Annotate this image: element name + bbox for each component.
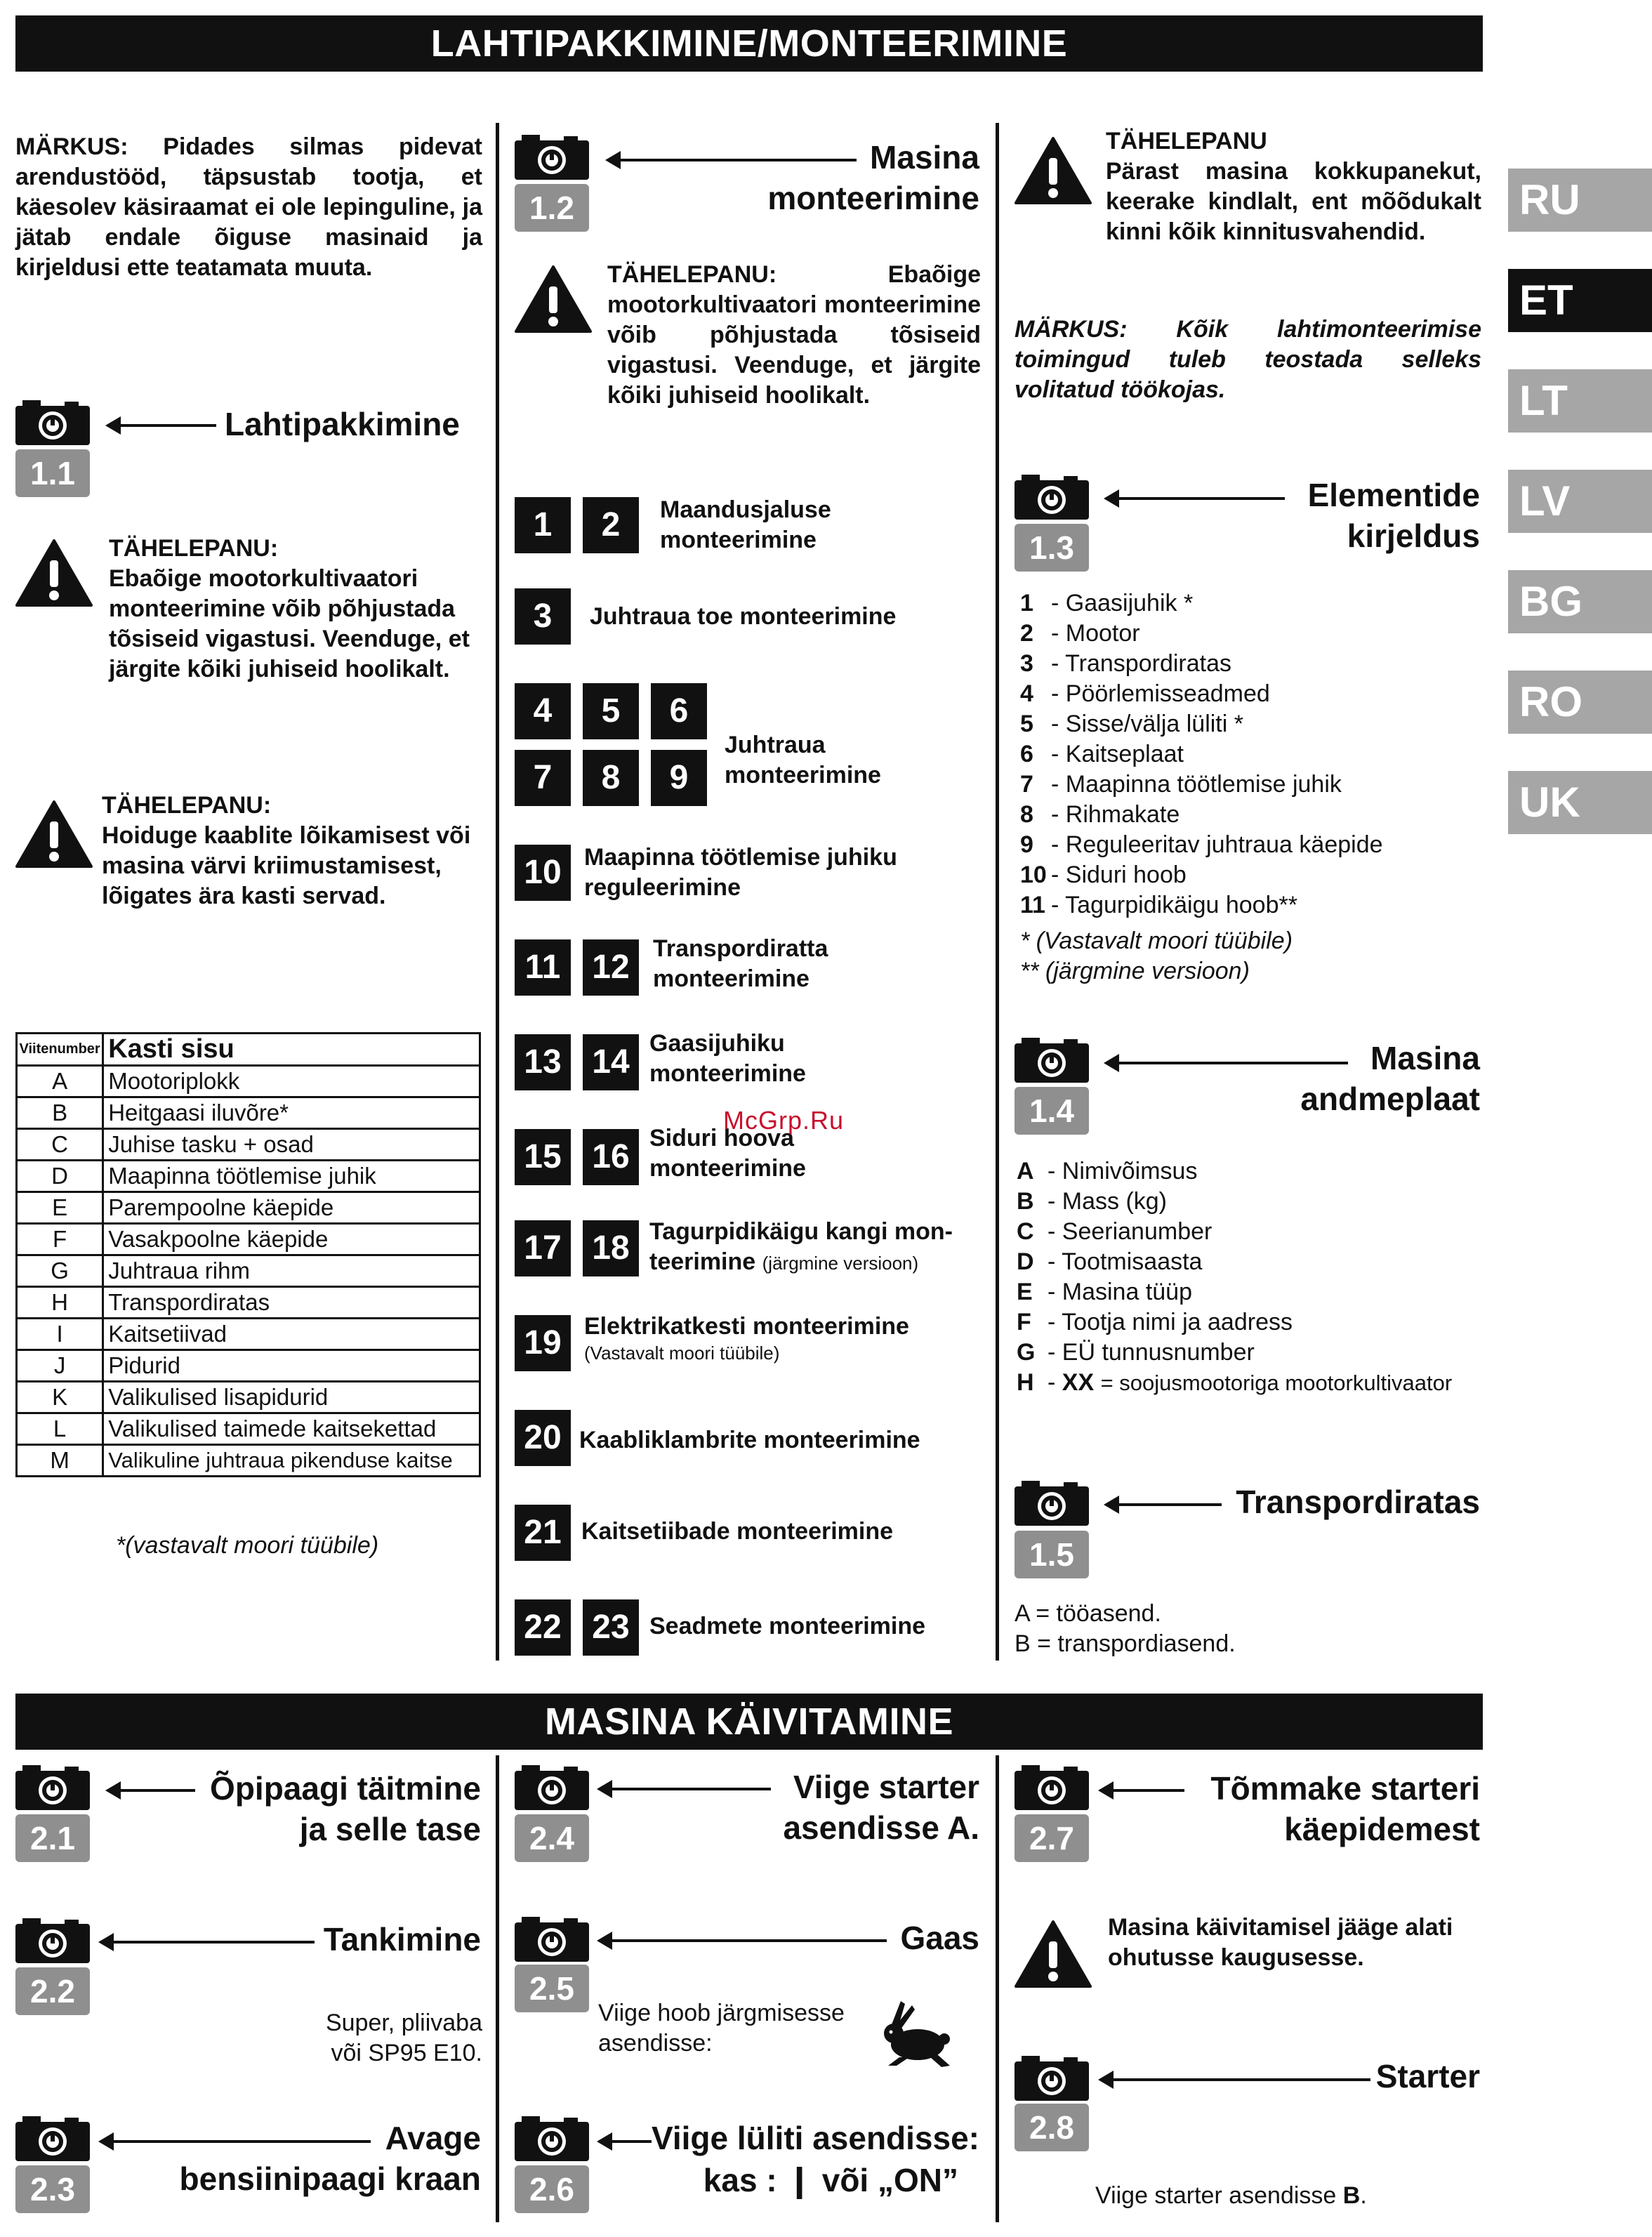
elements-list <box>1020 588 1383 986</box>
step-label: Tagurpidikäigu kangi mon- <box>649 1218 953 1245</box>
camera-icon <box>515 133 589 180</box>
fig-1-3-title-line2: kirjeldus <box>1347 517 1480 554</box>
list-item-text: - EÜ tunnusnumber <box>1048 1339 1255 1366</box>
table-cell-ref: G <box>17 1255 103 1287</box>
table-cell-item: Mootoriplokk <box>103 1066 480 1097</box>
camera-icon <box>1015 1479 1089 1526</box>
list-item <box>1017 1307 1452 1338</box>
lang-tab-lt[interactable]: LT <box>1508 369 1652 433</box>
figure-badge-2-3: 2.3 <box>15 2165 90 2213</box>
step-label <box>649 1247 918 1279</box>
list-item-text: - Maapinna töötlemise juhik <box>1051 771 1342 798</box>
warning-title: TÄHELEPANU <box>1106 128 1267 154</box>
fig-2-5-title: Gaas <box>900 1920 979 1956</box>
table-cell-ref: A <box>17 1066 103 1097</box>
list-item-key: 6 <box>1020 741 1033 767</box>
table-row <box>17 1097 480 1129</box>
column-divider <box>496 1755 499 2222</box>
list-item-key: 7 <box>1020 771 1033 798</box>
camera-icon <box>1015 1036 1089 1083</box>
fig-2-1-title-line1: Õpipaagi täitmine <box>210 1770 481 1807</box>
list-item <box>1020 770 1383 800</box>
list-item <box>1017 1217 1452 1247</box>
list-item-bold: XX <box>1062 1369 1095 1396</box>
table-row <box>17 1350 480 1382</box>
step-number: 14 <box>583 1034 639 1090</box>
column-divider <box>996 1755 999 2222</box>
table-cell-ref: I <box>17 1319 103 1350</box>
step-label: monteerimine <box>653 965 810 992</box>
camera-icon <box>15 2115 90 2161</box>
warning-icon <box>1015 137 1092 204</box>
camera-icon <box>515 1764 589 1810</box>
step-label: Transpordiratta <box>653 935 828 962</box>
list-item-key: A <box>1017 1158 1034 1185</box>
table-cell-ref: C <box>17 1129 103 1161</box>
fuel-type-line2: või SP95 E10. <box>331 2040 482 2066</box>
step-label: Kaabliklambrite monteerimine <box>579 1427 920 1453</box>
position-b: B = transpordiasend. <box>1015 1630 1236 1657</box>
table-cell-item: Valikulised taimede kaitsekettad <box>103 1413 480 1445</box>
arrow-left-icon <box>1111 1789 1184 1792</box>
table-row <box>17 1129 480 1161</box>
step-number: 11 <box>515 939 571 996</box>
table-cell-ref: J <box>17 1350 103 1382</box>
column-divider <box>996 123 999 1661</box>
list-item <box>1020 890 1383 920</box>
table-cell-item: Maapinna töötlemise juhik <box>103 1161 480 1192</box>
list-item-key: B <box>1017 1188 1034 1215</box>
list-item-key: 3 <box>1020 650 1033 677</box>
table-cell-item: Parempoolne käepide <box>103 1192 480 1224</box>
step-label-note: (Vastavalt moori tüübile) <box>584 1342 780 1364</box>
warning-text: Pärast masina kokkupanekut, keerake kindlalt, ent mõõdukalt kinni kõik kinnitusvahendid. <box>1106 158 1481 245</box>
table-cell-item: Kaitsetiivad <box>103 1319 480 1350</box>
warning-icon <box>1015 1920 1092 1988</box>
step-number: 16 <box>583 1129 639 1185</box>
table-cell-item: Transpordiratas <box>103 1287 480 1319</box>
list-item-key: D <box>1017 1248 1034 1275</box>
list-item <box>1020 619 1383 649</box>
list-item-text: - Reguleeritav juhtraua käepide <box>1051 831 1383 858</box>
step-number: 7 <box>515 750 571 806</box>
list-item <box>1020 830 1383 860</box>
arrow-left-icon <box>1116 1503 1222 1506</box>
list-item-text: - Nimivõimsus <box>1048 1158 1198 1185</box>
list-item-key: 11 <box>1020 892 1045 918</box>
box-contents-table <box>15 1032 481 1477</box>
step-number: 2 <box>583 497 639 553</box>
table-row <box>17 1413 480 1445</box>
step-label: Siduri hoova <box>649 1125 794 1152</box>
step-label: reguleerimine <box>584 874 741 901</box>
camera-icon <box>515 1915 589 1962</box>
step-number: 19 <box>515 1315 571 1371</box>
list-item-key: C <box>1017 1218 1034 1245</box>
step-label: Juhtraua toe monteerimine <box>590 603 897 630</box>
fig-2-1-title-line2: ja selle tase <box>299 1811 481 1847</box>
table-cell-ref: K <box>17 1382 103 1413</box>
figure-badge-2-2: 2.2 <box>15 1967 90 2015</box>
list-item-text: - Tagurpidikäigu hoob** <box>1051 892 1297 918</box>
warning-text: Ebaõige mootorkultivaatori monteerimine võib põhjustada tõsiseid vigastusi. Veenduge, et järgite kõiki juhiseid hoolikalt. <box>109 565 470 682</box>
list-item-text: - Mootor <box>1051 620 1140 647</box>
fig-1-5-title: Transpordiratas <box>1236 1484 1480 1520</box>
step-label: Juhtraua <box>725 732 826 758</box>
section-title-starting: MASINA KÄIVITAMINE <box>15 1694 1483 1750</box>
lang-tab-lv[interactable]: LV <box>1508 470 1652 533</box>
table-cell-item: Valikulised lisapidurid <box>103 1382 480 1413</box>
list-item-key: 10 <box>1020 862 1047 888</box>
step-number: 6 <box>651 683 707 739</box>
fig-2-8-title: Starter <box>1375 2058 1480 2094</box>
figure-badge-2-6: 2.6 <box>515 2165 589 2213</box>
section-title-unpacking: LAHTIPAKKIMINE/MONTEERIMINE <box>15 15 1483 72</box>
starter-instruction <box>1095 2181 1367 2211</box>
table-row <box>17 1319 480 1350</box>
list-item-key: 5 <box>1020 711 1033 737</box>
camera-icon <box>15 1917 90 1963</box>
list-item-text: - Pöörlemisseadmed <box>1051 680 1270 707</box>
list-item <box>1017 1187 1452 1217</box>
table-row <box>17 1255 480 1287</box>
step-number: 5 <box>583 683 639 739</box>
figure-badge-2-1: 2.1 <box>15 1814 90 1862</box>
warning-body: Ebaõige mootorkultivaatori monteerimine võib põhjustada tõsiseid vigastusi. Veenduge, et järgite kõiki juhiseid hoolikalt. <box>607 261 981 409</box>
lang-tab-ro[interactable]: RO <box>1508 671 1652 734</box>
list-item-key: 1 <box>1020 590 1033 616</box>
step-number: 1 <box>515 497 571 553</box>
table-cell-item: Heitgaasi iluvõre* <box>103 1097 480 1129</box>
camera-icon <box>1015 2054 1089 2101</box>
list-item <box>1017 1247 1452 1277</box>
fig-1-4-title-line1: Masina <box>1370 1040 1480 1076</box>
camera-icon <box>1015 1764 1089 1810</box>
list-item <box>1020 739 1383 770</box>
table-row <box>17 1192 480 1224</box>
step-number: 20 <box>515 1410 571 1466</box>
step-label: Gaasijuhiku <box>649 1030 785 1057</box>
list-item <box>1020 649 1383 679</box>
fig-2-6-title-line1: Viige lüliti asendisse: <box>652 2120 979 2156</box>
table-row <box>17 1445 480 1477</box>
warning-icon <box>15 800 93 868</box>
list-item-key: 2 <box>1020 620 1033 647</box>
camera-icon <box>515 2115 589 2161</box>
fig-2-2-title: Tankimine <box>323 1921 481 1958</box>
table-cell-item: Pidurid <box>103 1350 480 1382</box>
step-number: 10 <box>515 845 571 901</box>
fig-1-3-title-line1: Elementide <box>1307 477 1480 513</box>
list-item-text: - Kaitseplaat <box>1051 741 1184 767</box>
table-row <box>17 1161 480 1192</box>
list-item-key: 8 <box>1020 801 1033 828</box>
table-footnote: *(vastavalt moori tüübile) <box>116 1532 379 1559</box>
fig-1-2-title-line2: monteerimine <box>767 180 979 216</box>
list-item-key: H <box>1017 1369 1034 1396</box>
warning-text <box>607 260 981 411</box>
camera-icon <box>15 1764 90 1810</box>
safety-distance-warning: Masina käivitamisel jääge alati ohutusse kaugusesse. <box>1108 1914 1453 1971</box>
fig-2-4-title-line1: Viige starter <box>793 1769 979 1805</box>
list-item-key: E <box>1017 1279 1033 1305</box>
column-divider <box>496 123 499 1661</box>
list-item-text: - Tootja nimi ja aadress <box>1048 1309 1293 1335</box>
step-label: Kaitsetiibade monteerimine <box>581 1518 894 1545</box>
fig-2-3-title-line1: Avage <box>385 2120 481 2156</box>
warning-text: Hoiduge kaablite lõikamisest või masina värvi kriimustamisest, lõigates ära kasti servad. <box>102 822 471 909</box>
step-number: 13 <box>515 1034 571 1090</box>
camera-icon <box>1015 473 1089 520</box>
figure-badge-1-3: 1.3 <box>1015 524 1089 572</box>
step-label: Maapinna töötlemise juhiku <box>584 844 897 871</box>
fig-1-1-title: Lahtipakkimine <box>225 406 460 442</box>
watermark: McGrp.Ru <box>723 1106 845 1135</box>
starter-instruction-text: Viige starter asendisse <box>1095 2182 1337 2209</box>
fig-1-4-title-line2: andmeplaat <box>1300 1081 1480 1117</box>
step-number: 18 <box>583 1220 639 1276</box>
rating-plate-list <box>1017 1156 1452 1398</box>
figure-badge-2-5: 2.5 <box>515 1965 589 2012</box>
table-row <box>17 1382 480 1413</box>
table-cell-ref: F <box>17 1224 103 1255</box>
figure-badge-1-5: 1.5 <box>1015 1531 1089 1578</box>
elements-footnote: ** (järgmine versioon) <box>1020 958 1250 984</box>
warning-title: TÄHELEPANU: <box>102 792 272 819</box>
list-item <box>1020 588 1383 619</box>
list-item <box>1020 800 1383 830</box>
list-item <box>1020 679 1383 709</box>
list-item <box>1017 1338 1452 1368</box>
list-item-text: - <box>1048 1369 1056 1396</box>
starter-instruction-bold: B <box>1342 2182 1361 2209</box>
workshop-note: MÄRKUS: Kõik lahtimonteerimise toimingud tuleb teostada selleks volitatud töökojas. <box>1015 316 1481 403</box>
list-item-text: - Gaasijuhik * <box>1051 590 1194 616</box>
list-item-text: - Masina tüüp <box>1048 1279 1192 1305</box>
list-item-text: - Sisse/välja lüliti * <box>1051 711 1243 737</box>
table-cell-ref: L <box>17 1413 103 1445</box>
step-label: monteerimine <box>660 527 817 553</box>
position-a: A = tööasend. <box>1015 1600 1161 1627</box>
manufacturer-note: MÄRKUS: Pidades silmas pidevat arendustööd, täpsustab tootja, et käesolev käsiraamat ei ole lepinguline, ja jätab endale õiguse masinaid ja kirjeldusi ette teatamata muuta. <box>15 133 482 281</box>
arrow-left-icon <box>111 1941 315 1944</box>
list-item <box>1020 860 1383 890</box>
step-number: 8 <box>583 750 639 806</box>
rabbit-icon <box>874 1998 958 2068</box>
fig-2-7-title-line2: käepidemest <box>1284 1811 1480 1847</box>
list-item-text: - Seerianumber <box>1048 1218 1212 1245</box>
table-cell-ref: E <box>17 1192 103 1224</box>
step-number: 15 <box>515 1129 571 1185</box>
list-item-key: G <box>1017 1339 1036 1366</box>
table-row <box>17 1066 480 1097</box>
step-label: Seadmete monteerimine <box>649 1613 926 1639</box>
step-number: 9 <box>651 750 707 806</box>
list-item-text: - Transpordiratas <box>1051 650 1231 677</box>
list-item-text: - Mass (kg) <box>1048 1188 1167 1215</box>
table-header-contents: Kasti sisu <box>103 1034 480 1066</box>
step-number: 23 <box>583 1599 639 1656</box>
list-item <box>1020 709 1383 739</box>
lang-tab-et[interactable]: ET <box>1508 269 1652 332</box>
figure-badge-2-8: 2.8 <box>1015 2104 1089 2151</box>
elements-footnote: * (Vastavalt moori tüübile) <box>1020 928 1293 954</box>
lang-tab-uk[interactable]: UK <box>1508 771 1652 834</box>
step-number: 3 <box>515 588 571 645</box>
fuel-type-line1: Super, pliivaba <box>325 2010 482 2036</box>
step-label: monteerimine <box>649 1155 806 1182</box>
figure-badge-1-1: 1.1 <box>15 449 90 497</box>
table-cell-ref: B <box>17 1097 103 1129</box>
list-item <box>1017 1156 1452 1187</box>
warning-title: TÄHELEPANU: <box>607 261 777 288</box>
fig-2-6-title-line2: kas : ❙ või „ON” <box>703 2162 958 2198</box>
list-item-text: - Tootmisaasta <box>1048 1248 1203 1275</box>
table-cell-item: Juhtraua rihm <box>103 1255 480 1287</box>
table-header-ref: Viitenumber <box>17 1034 103 1066</box>
warning-icon <box>15 539 93 607</box>
list-item-text: - Siduri hoob <box>1051 862 1187 888</box>
figure-badge-1-2: 1.2 <box>515 184 589 232</box>
list-item <box>1017 1368 1452 1398</box>
table-row <box>17 1224 480 1255</box>
lang-tab-ru[interactable]: RU <box>1508 169 1652 232</box>
figure-badge-1-4: 1.4 <box>1015 1087 1089 1135</box>
fig-2-4-title-line2: asendisse A. <box>783 1809 979 1846</box>
list-item-key: 4 <box>1020 680 1033 707</box>
list-item-key: 9 <box>1020 831 1033 858</box>
list-item <box>1017 1277 1452 1307</box>
arrow-left-icon <box>1111 2078 1370 2081</box>
arrow-left-icon <box>118 424 216 427</box>
table-cell-item: Vasakpoolne käepide <box>103 1224 480 1255</box>
warning-title: TÄHELEPANU: <box>109 535 279 562</box>
table-cell-item: Valikuline juhtraua pikenduse kaitse <box>103 1445 480 1477</box>
step-label: Elektrikatkesti monteerimine <box>584 1313 909 1340</box>
step-number: 22 <box>515 1599 571 1656</box>
lang-tab-bg[interactable]: BG <box>1508 570 1652 633</box>
fig-2-3-title-line2: bensiinipaagi kraan <box>179 2160 481 2197</box>
step-label: monteerimine <box>649 1060 806 1087</box>
step-label: Maandusjaluse <box>660 496 831 523</box>
step-number: 4 <box>515 683 571 739</box>
step-label-text: teerimine <box>649 1248 756 1275</box>
fig-2-7-title-line1: Tõmmake starteri <box>1210 1770 1480 1807</box>
table-cell-ref: H <box>17 1287 103 1319</box>
step-number: 17 <box>515 1220 571 1276</box>
fig-1-2-title-line1: Masina <box>870 139 979 176</box>
table-cell-ref: D <box>17 1161 103 1192</box>
warning-icon <box>515 265 592 333</box>
camera-icon <box>15 399 90 445</box>
starter-instruction-suffix: . <box>1360 2182 1367 2209</box>
list-item-key: F <box>1017 1309 1031 1335</box>
list-item-text: = soojusmootoriga mootorkultivaator <box>1100 1371 1453 1395</box>
table-row <box>17 1287 480 1319</box>
figure-badge-2-4: 2.4 <box>515 1814 589 1862</box>
step-number: 21 <box>515 1505 571 1561</box>
figure-badge-2-7: 2.7 <box>1015 1814 1089 1862</box>
list-item-text: - Rihmakate <box>1051 801 1180 828</box>
throttle-instruction-line2: asendisse: <box>598 2030 713 2057</box>
table-cell-ref: M <box>17 1445 103 1477</box>
step-label: monteerimine <box>725 762 881 788</box>
throttle-instruction-line1: Viige hoob järgmisesse <box>598 2000 845 2026</box>
step-label-note: (järgmine versioon) <box>762 1253 919 1274</box>
step-number: 12 <box>583 939 639 996</box>
table-cell-item: Juhise tasku + osad <box>103 1129 480 1161</box>
